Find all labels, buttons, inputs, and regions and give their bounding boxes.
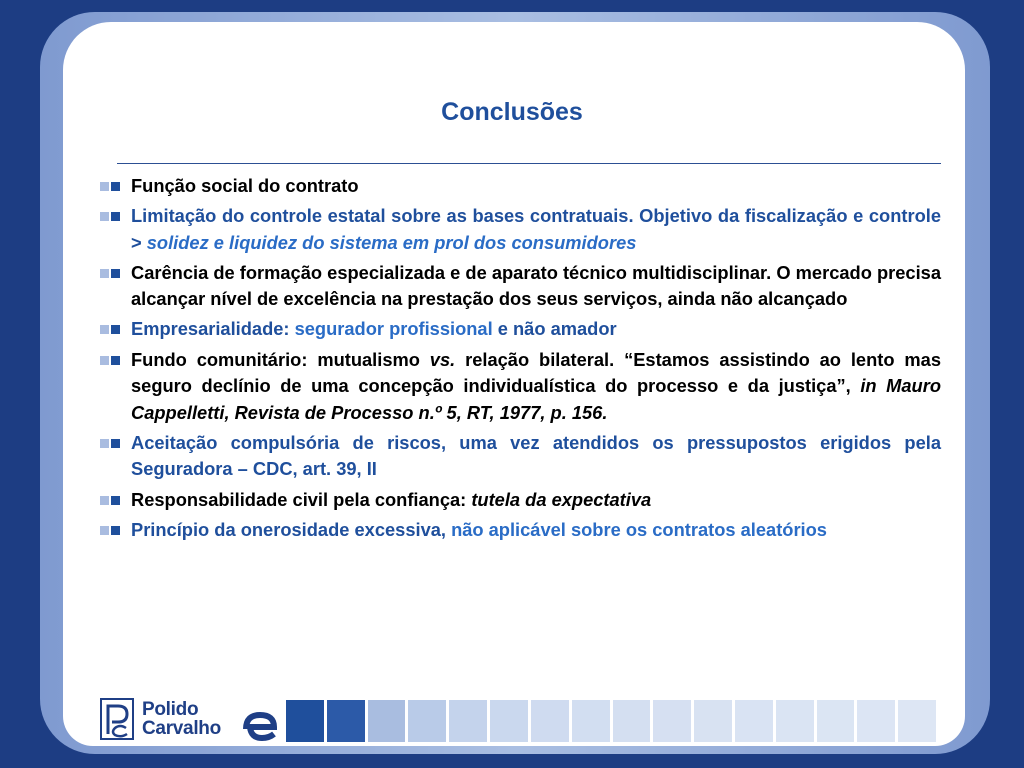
strip-cell [327, 700, 365, 742]
strip-cell [898, 700, 936, 742]
footer [100, 696, 940, 742]
bullet-item [100, 487, 941, 514]
bullet-text-segment: Limitação do controle estatal sobre as bases contratuais. Objetivo da fiscalização e controle > [131, 205, 941, 253]
bullet-squares-icon [100, 355, 122, 366]
bullet-item [100, 260, 941, 313]
logo-line-1: Polido [142, 699, 199, 720]
decorative-color-strip [286, 700, 936, 742]
strip-cell [490, 700, 528, 742]
bullet-squares-icon [100, 324, 122, 335]
strip-cell [286, 700, 324, 742]
strip-cell [613, 700, 651, 742]
bullet-item [100, 347, 941, 427]
bullet-text-segment: e não amador [492, 318, 617, 340]
bullet-text-segment: segurador profissional [294, 318, 493, 340]
strip-cell [817, 700, 855, 742]
bullet-text-segment: Fundo comunitário: mutualismo [131, 348, 430, 370]
bullet-text-segment: solidez e liquidez do sistema em prol dos consumidores [146, 231, 637, 253]
bullet-item [100, 173, 941, 200]
logo-mark-icon [100, 698, 134, 740]
strip-cell [653, 700, 691, 742]
strip-cell [449, 700, 487, 742]
bullet-squares-icon [100, 495, 122, 506]
bullet-text-segment: não aplicável sobre os contratos aleatórios [451, 518, 827, 540]
bullet-text-segment: Princípio da onerosidade excessiva, [131, 518, 452, 540]
bullet-item [100, 203, 941, 256]
bullet-text-segment: vs. [429, 348, 456, 370]
strip-cell [776, 700, 814, 742]
bullet-text-segment: Responsabilidade civil pela confiança: [131, 488, 472, 510]
bullet-squares-icon [100, 525, 122, 536]
logo-text [142, 700, 221, 738]
strip-cell [531, 700, 569, 742]
bullet-squares-icon [100, 438, 122, 449]
bullet-item [100, 316, 941, 343]
strip-cell [694, 700, 732, 742]
bullet-text-segment: relação bilateral. “Estamos assistindo ao lento mas seguro declínio de uma concepção individualística do processo e da justiça”, [131, 348, 941, 397]
bullet-squares-icon [100, 268, 122, 279]
bullet-squares-icon [100, 181, 122, 192]
bullet-text-segment: Empresarialidade: [131, 318, 295, 340]
bullet-text-segment: in Mauro Cappelletti, Revista de Processo n.º 5, RT, 1977, p. 156. [131, 375, 941, 423]
bullet-squares-icon [100, 211, 122, 222]
strip-cell [572, 700, 610, 742]
strip-cell [408, 700, 446, 742]
bullet-text-segment: Carência de formação especializada e de aparato técnico multidisciplinar. O mercado precisa alcançar nível de excelência na prestação dos seus serviços, ainda não alcançado [131, 261, 941, 310]
strip-cell [735, 700, 773, 742]
bullet-list [100, 173, 941, 547]
bullet-item [100, 517, 941, 544]
strip-cell [368, 700, 406, 742]
bullet-text-segment: tutela da expectativa [471, 488, 652, 510]
bullet-item [100, 430, 941, 483]
logo-line-2: Carvalho [142, 718, 221, 739]
slide-title: Conclusões [441, 98, 583, 126]
logo-e-icon [242, 712, 278, 742]
company-logo [100, 696, 280, 742]
strip-cell [857, 700, 895, 742]
bullet-text-segment: Função social do contrato [131, 175, 359, 196]
title-divider [117, 163, 941, 164]
bullet-text-segment: Aceitação compulsória de riscos, uma vez atendidos os pressupostos erigidos pela Seguradora – CDC, art. 39, II [131, 431, 941, 480]
